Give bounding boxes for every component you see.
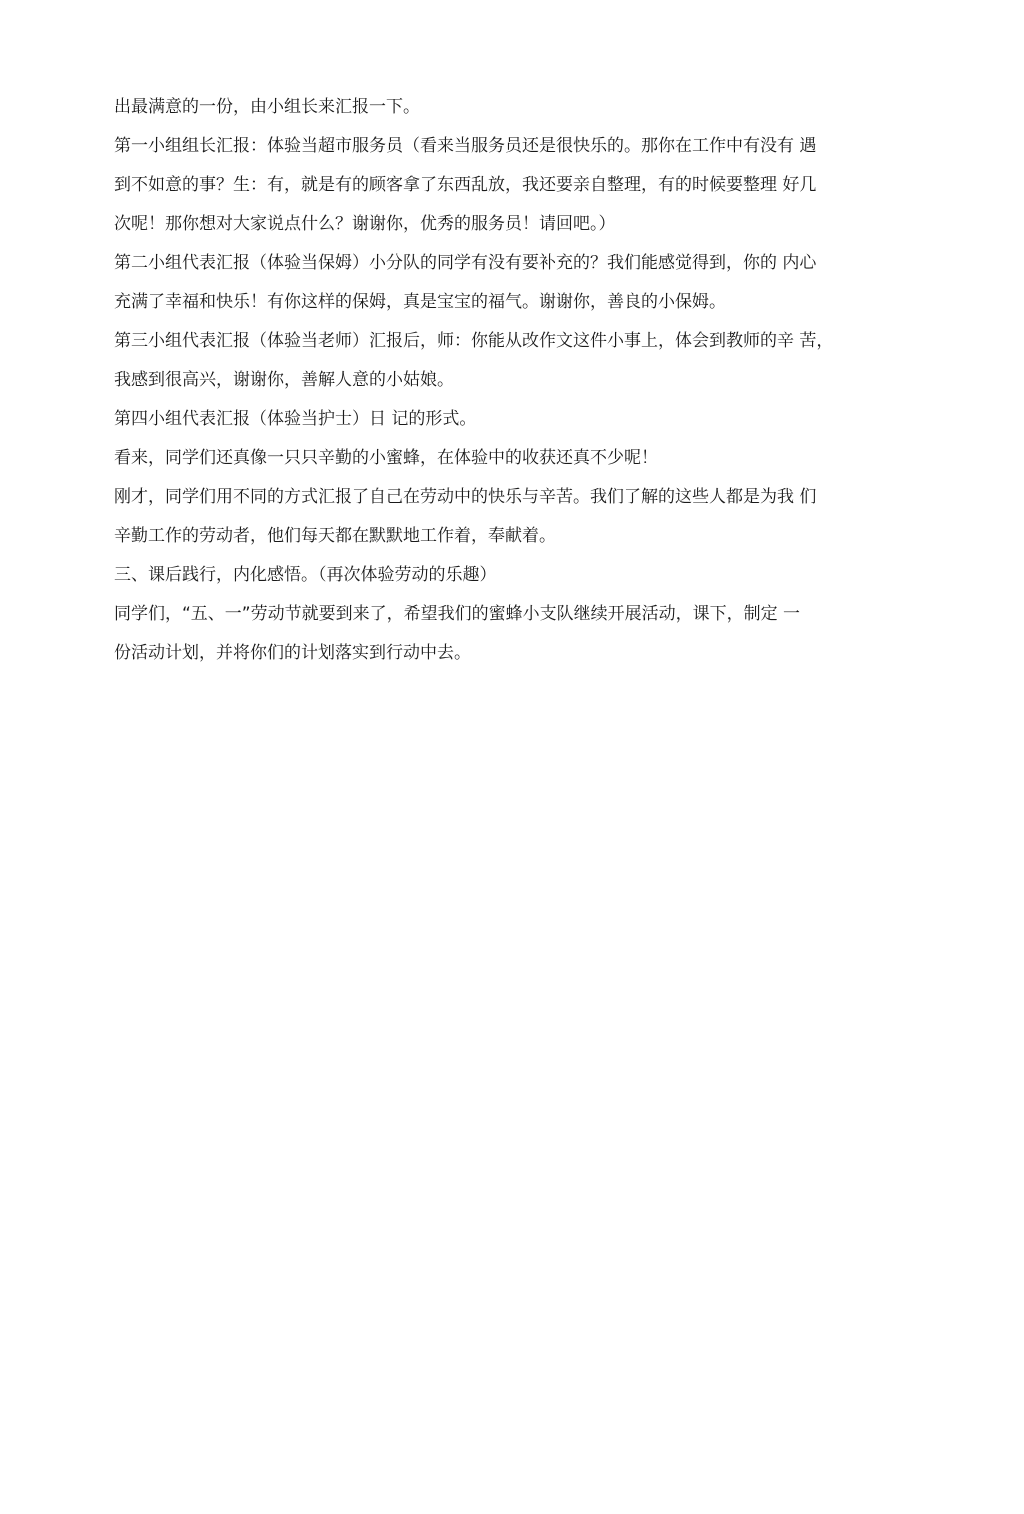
text-line-12: 辛勤工作的劳动者，他们每天都在默默地工作着，奉献着。 [114,526,556,546]
text-line-7: 第三小组代表汇报（体验当老师）汇报后，师：你能从改作文这件小事上，体会到教师的辛 苦， [114,331,834,351]
section-heading-3: 三、课后践行，内化感悟。（再次体验劳动的乐趣） [114,565,497,585]
text-line-3: 到不如意的事？生：有，就是有的顾客拿了东西乱放，我还要亲自整理，有的时候要整理 好几 [114,175,817,195]
text-line-11: 刚才，同学们用不同的方式汇报了自己在劳动中的快乐与辛苦。我们了解的这些人都是为我 们 [114,487,817,507]
text-line-9: 第四小组代表汇报（体验当护士）日 记的形式。 [114,409,477,429]
text-line-2: 第一小组组长汇报：体验当超市服务员（看来当服务员还是很快乐的。那你在工作中有没有 遇 [114,136,817,156]
text-line-5: 第二小组代表汇报（体验当保姆）小分队的同学有没有要补充的？我们能感觉得到，你的 内心 [114,253,817,273]
text-line-10: 看来，同学们还真像一只只辛勤的小蜜蜂，在体验中的收获还真不少呢！ [114,448,658,468]
text-line-14: 同学们，“五、一”劳动节就要到来了，希望我们的蜜蜂小支队继续开展活动，课下，制定 一 [114,604,801,624]
text-line-4: 次呢！那你想对大家说点什么？谢谢你，优秀的服务员！请回吧。） [114,214,616,234]
text-line-6: 充满了幸福和快乐！有你这样的保姆，真是宝宝的福气。谢谢你，善良的小保姆。 [114,292,726,312]
text-line-8: 我感到很高兴，谢谢你，善解人意的小姑娘。 [114,370,454,390]
text-line-15: 份活动计划，并将你们的计划落实到行动中去。 [114,643,471,663]
document-body [114,88,914,673]
text-line-1: 出最满意的一份，由小组长来汇报一下。 [114,97,420,117]
